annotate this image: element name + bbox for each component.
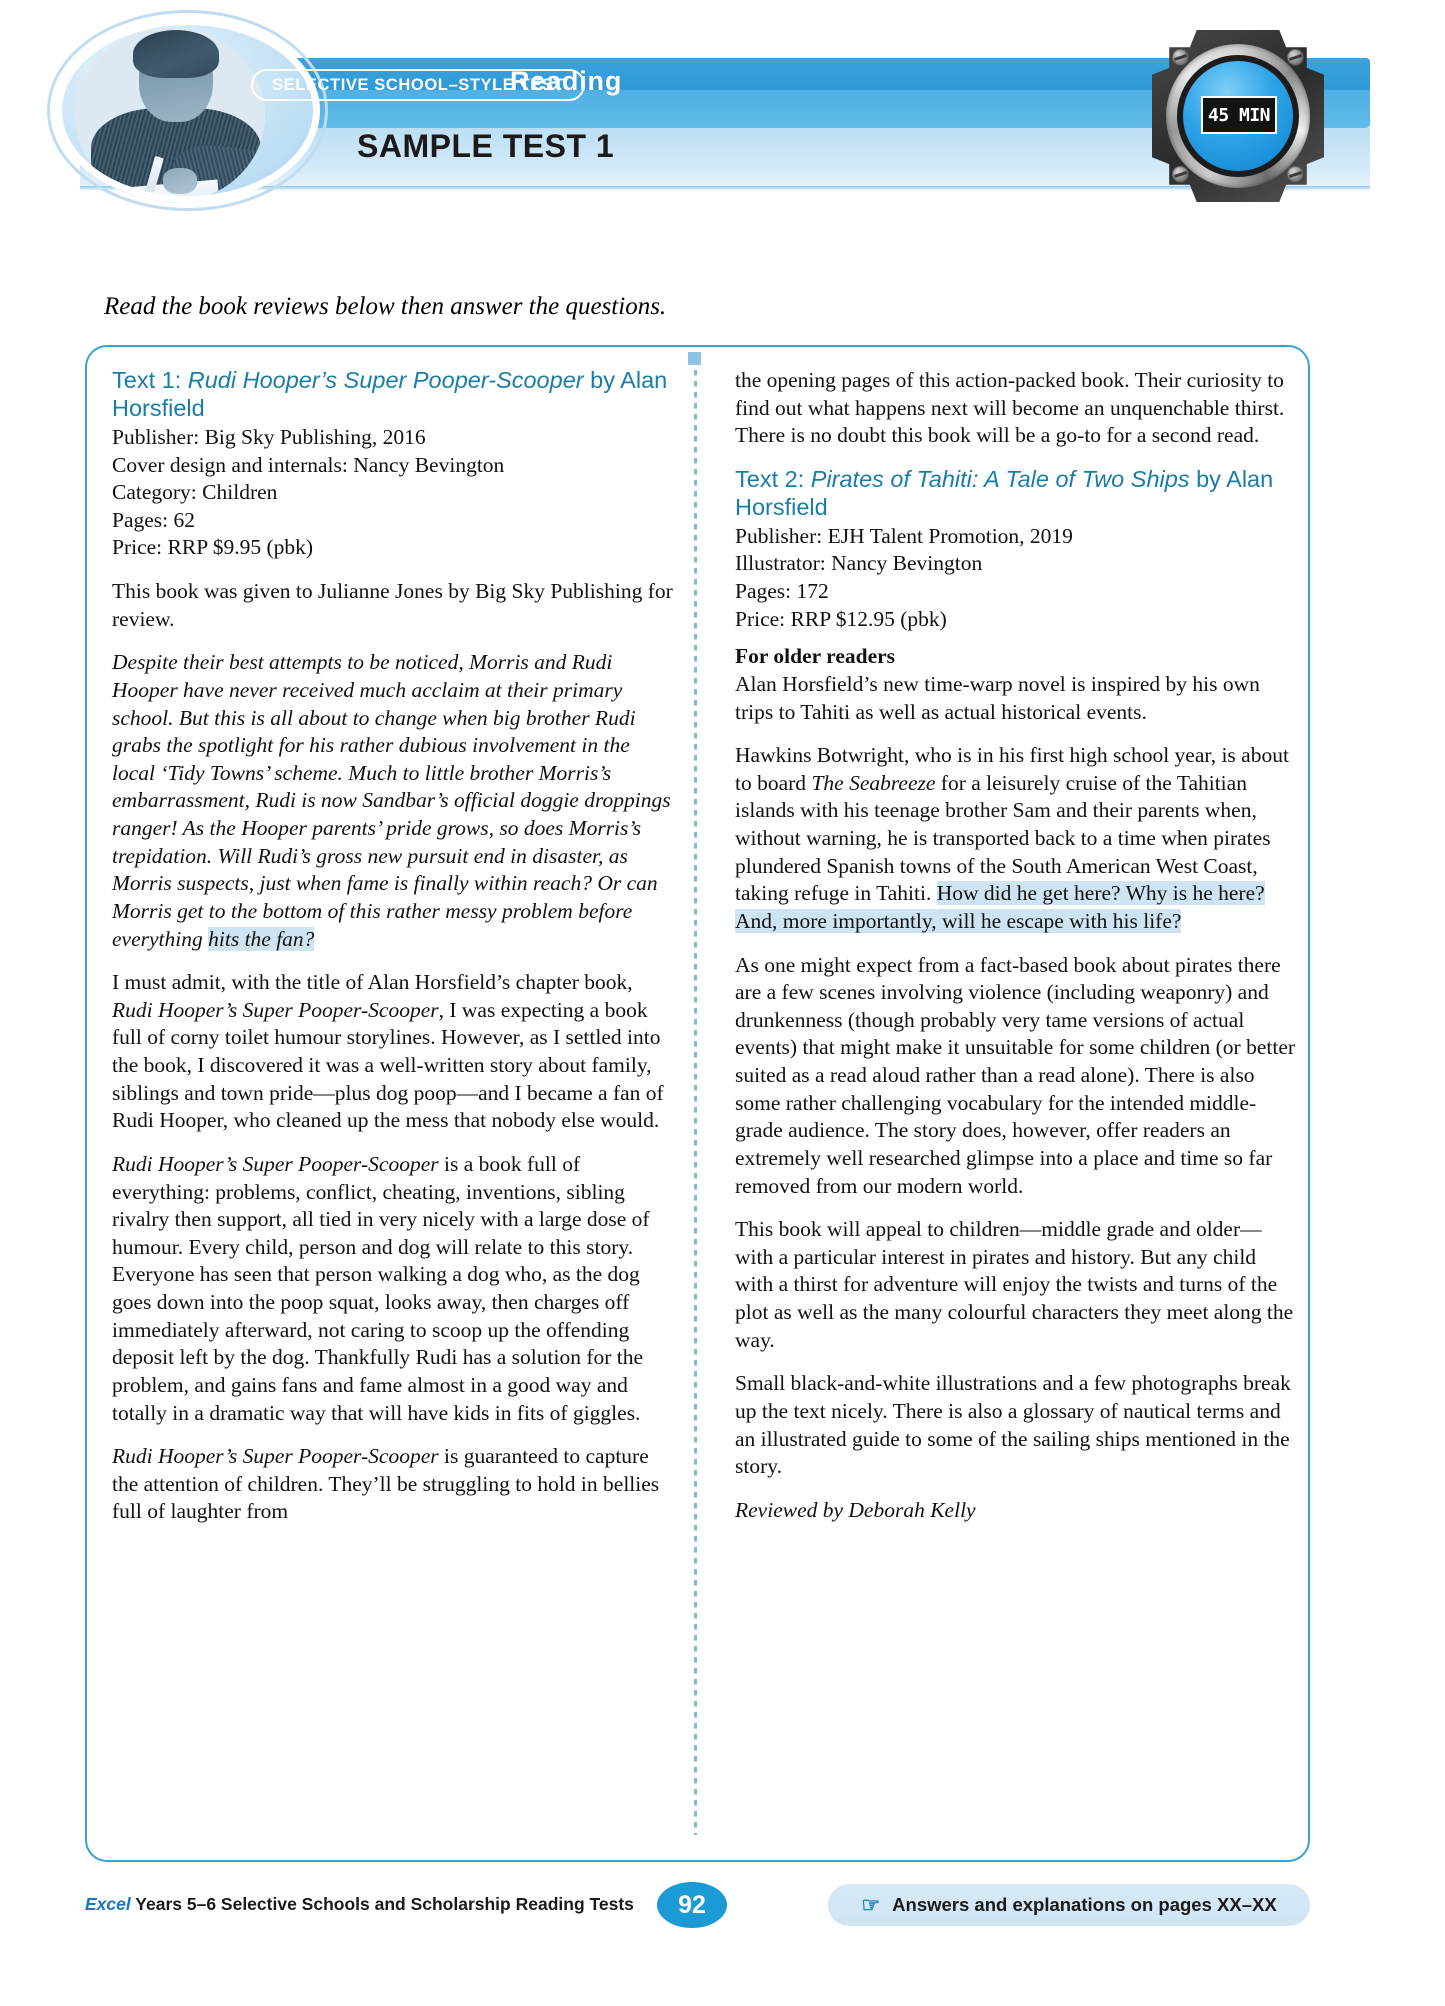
- text1-category: Category: Children: [112, 480, 278, 505]
- page-title: SAMPLE TEST 1: [357, 128, 615, 164]
- text1-pages: Pages: 62: [112, 507, 196, 532]
- text2-p2-shipname: The Seabreeze: [811, 770, 936, 795]
- text2-price: Price: RRP $12.95 (pbk): [735, 606, 947, 631]
- text2-heading-suffix: by Alan Horsfield: [735, 465, 1274, 520]
- text1-p3-booktitle: Rudi Hooper’s Super Pooper-Scooper: [112, 1151, 439, 1176]
- footer-brand: Excel: [85, 1894, 131, 1914]
- column-marker: [688, 352, 701, 365]
- text1-publisher: Publisher: Big Sky Publishing, 2016: [112, 424, 426, 449]
- text1-price: Price: RRP $9.95 (pbk): [112, 535, 314, 560]
- text1-synopsis-body: Despite their best attempts to be noticed, Morris and Rudi Hooper have never received much acclaim at their primary school. But this is all about to change when big brother Rudi grabs the spotlight for his rather dubious involvement in the local ‘Tidy Towns’ scheme. Much to little brother Morris’s embarrassment, Rudi is now Sandbar’s official doggie droppings ranger! As the Hooper parents’ pride grows, so does Morris’s trepidation. Will Rudi’s gross new pursuit end in disaster, as Morris suspects, just when fame is finally within reach? Or can Morris get to the bottom of this rather messy problem before everything: [112, 650, 671, 951]
- text1-p4-booktitle: Rudi Hooper’s Super Pooper-Scooper: [112, 1444, 439, 1469]
- text1-heading-suffix: by Alan Horsfield: [112, 367, 668, 421]
- student-photo-image: [75, 28, 265, 203]
- text2-paragraph-3: As one might expect from a fact-based book about pirates there are a few scenes involving violence (including weaponry) and drunkenness (though probably very tame versions of actual events) that might make it unsuitable for some children (or better suited as a read aloud rather than a read alone). There is also some rather challenging vocabulary for the intended middle-grade audience. The story does, however, offer readers an extremely well researched glimpse into a place and time so far removed from our modern world.: [735, 952, 1296, 1198]
- page-number-badge: 92: [657, 1882, 727, 1928]
- timer-display: [1201, 96, 1277, 134]
- text1-paragraph-2: [112, 969, 674, 1135]
- text1-paragraph-4: [112, 1443, 674, 1526]
- answers-reference-pill: [828, 1884, 1310, 1926]
- screw-icon: [1172, 49, 1189, 66]
- screw-icon: [1287, 49, 1304, 66]
- screw-icon: [1172, 166, 1189, 183]
- answers-reference-label: Answers and explanations on pages XX–XX: [892, 1894, 1277, 1915]
- page-header: [0, 0, 1445, 215]
- timer-icon: [1146, 24, 1330, 208]
- column-divider: [694, 370, 697, 1835]
- text2-heading: [735, 466, 1297, 522]
- screw-icon: [1287, 166, 1304, 183]
- timer-value: 45 MIN: [1207, 104, 1271, 126]
- text1-p4-body: is guaranteed to capture the attention of children. They’ll be struggling to hold in bellies full of laughter from: [112, 1444, 660, 1524]
- test-type-badge: SELECTIVE SCHOOL–STYLE TEST: [251, 69, 585, 101]
- text1-heading-prefix: Text 1:: [112, 367, 188, 393]
- text1-p2-booktitle: Rudi Hooper’s Super Pooper-Scooper: [112, 997, 439, 1022]
- text2-pages: Pages: 172: [735, 579, 829, 604]
- text1-highlight: hits the fan?: [208, 926, 315, 951]
- text1-paragraph-3: [112, 1151, 674, 1427]
- subject-title: Reading: [510, 66, 623, 96]
- text2-heading-prefix: Text 2:: [735, 465, 811, 492]
- instruction-text: Read the book reviews below then answer the questions.: [104, 293, 667, 320]
- text2-paragraph-4: This book will appeal to children—middle grade and older—with a particular interest in pirates and history. But any child with a thirst for adventure will enjoy the twists and turns of the plot as well as the many colourful characters they meet along the way.: [735, 1217, 1294, 1352]
- text1-heading-title: Rudi Hooper’s Super Pooper-Scooper: [187, 367, 584, 393]
- text2-illustrator: Illustrator: Nancy Bevington: [735, 551, 983, 576]
- text2-p2-part2: for a leisurely cruise of the Tahitian islands with his teenage brother Sam and their parents when, without warning, he is transported back to a time when pirates plundered Spanish towns of the South American West Coast, taking refuge in Tahiti.: [735, 770, 1271, 906]
- footer-series: Years 5–6 Selective Schools and Scholarship Reading Tests: [130, 1894, 634, 1914]
- text2-p2-part1: Hawkins Botwright, who is in his first high school year, is about to board: [735, 743, 1289, 795]
- text1-cover-design: Cover design and internals: Nancy Bevington: [112, 452, 505, 477]
- pointing-hand-icon: ☞: [861, 1893, 881, 1917]
- text1-p3-body: is a book full of everything: problems, conflict, cheating, inventions, sibling rivalry then support, all tied in very nicely with a large dose of humour. Every child, person and dog will relate to this story. Everyone has seen that person walking a dog who, as the dog goes down into the poop squat, looks away, then charges off immediately afterward, not caring to scoop up the offending deposit left by the dog. Thankfully Rudi has a solution for the problem, and gains fans and fame almost in a good way and totally in a dramatic way that will have kids in fits of giggles.: [112, 1151, 650, 1425]
- text2-paragraph-1: Alan Horsfield’s new time-warp novel is inspired by his own trips to Tahiti as well as actual historical events.: [735, 671, 1260, 724]
- page-footer: [0, 1880, 1445, 1950]
- student-figure: [75, 28, 265, 203]
- footer-series-text: [85, 1894, 634, 1915]
- text2-paragraph-5: Small black-and-white illustrations and a few photographs break up the text nicely. There is also a glossary of nautical terms and an illustrated guide to some of the sailing ships mentioned in the story.: [735, 1371, 1291, 1479]
- text2-reviewer: Reviewed by Deborah Kelly: [735, 1497, 976, 1522]
- text1-synopsis: [112, 649, 674, 953]
- text2-heading-title: Pirates of Tahiti: A Tale of Two Ships: [810, 465, 1190, 492]
- text1-review-note: This book was given to Julianne Jones by Big Sky Publishing for review.: [112, 579, 673, 631]
- text2-highlight: How did he get here? Why is he here? And, more importantly, will he escape with his life?: [735, 881, 1265, 933]
- text1-p2-part1: I must admit, with the title of Alan Horsfield’s chapter book,: [112, 970, 633, 995]
- student-photo: [55, 18, 320, 203]
- text1-continuation: the opening pages of this action-packed book. Their curiosity to find out what happens next will become an unquenchable thirst. There is no doubt this book will be a go-to for a second read.: [735, 368, 1285, 448]
- text1-p2-part2: , I was expecting a book full of corny toilet humour storylines. However, as I settled into the book, I discovered it was a well-written story about family, siblings and town pride—plus dog poop—and I became a fan of Rudi Hooper, who cleaned up the mess that nobody else would.: [112, 997, 664, 1133]
- text1-heading: [112, 367, 674, 423]
- passage-column-left: [112, 367, 674, 1526]
- passage-column-right: [735, 367, 1297, 1524]
- text2-paragraph-2: [735, 742, 1297, 935]
- text2-audience-label: For older readers: [735, 644, 896, 669]
- text2-publisher: Publisher: EJH Talent Promotion, 2019: [735, 523, 1073, 548]
